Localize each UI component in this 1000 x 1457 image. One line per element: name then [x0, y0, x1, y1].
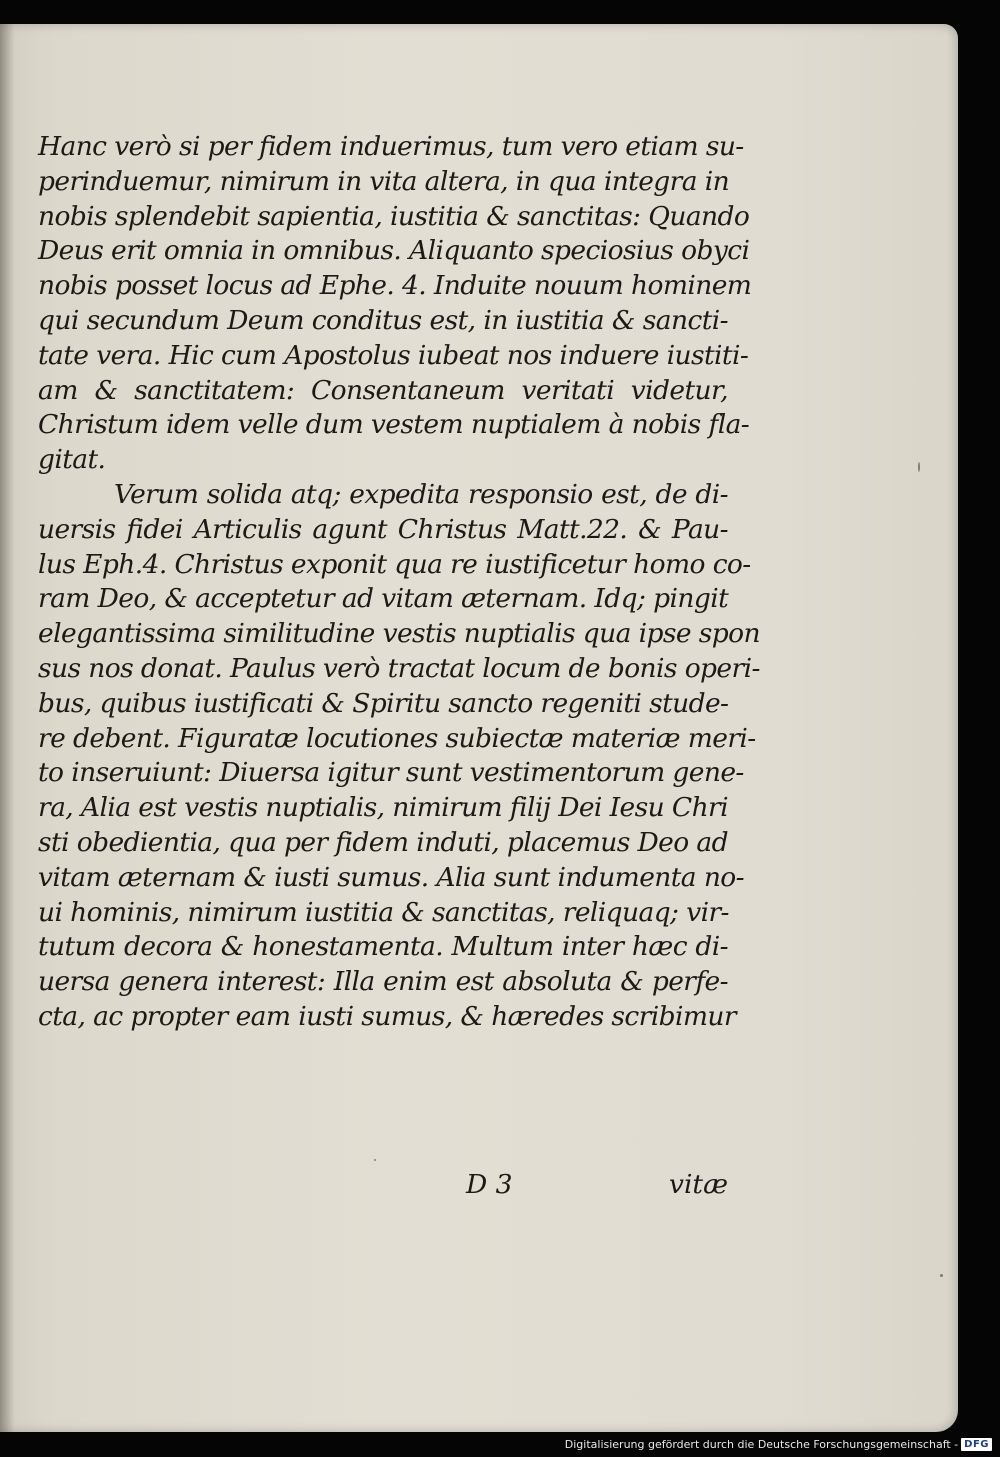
text-line: tate vera. Hic cum Apostolus iubeat nos induere iustiti- [38, 339, 749, 371]
text-line: nobis posset locus ad Ephe. 4. Induite nouum hominem [38, 270, 752, 302]
credit-text: Digitalisierung gefördert durch die Deutsche Forschungsgemeinschaft - [564, 1438, 959, 1451]
text-line: sti obedientia, qua per fidem induti, placemus Deo ad [38, 826, 728, 858]
text-line: to inseruiunt: Diuersa igitur sunt vestimentorum gene- [38, 757, 744, 789]
digitization-credit [565, 1438, 992, 1451]
text-line: Christum idem velle dum vestem nuptialem à nobis fla- [38, 409, 750, 441]
text-line: ra, Alia est vestis nuptialis, nimirum filij Dei Iesu Chri [38, 792, 728, 824]
text-line: bus, quibus iustificati & Spiritu sancto regeniti stude- [38, 687, 729, 719]
text-line: tutum decora & honestamenta. Multum inter hæc di- [38, 931, 728, 963]
text-line: lus Eph.4. Christus exponit qua re iustificetur homo co- [38, 548, 751, 580]
text-line: uersis fidei Articulis agunt Christus Matt.22. & Pau- [38, 513, 728, 545]
catchword: vitæ [668, 1169, 728, 1200]
text-line: vitam æternam & iusti sumus. Alia sunt indumenta no- [38, 861, 744, 893]
text-line: uersa genera interest: Illa enim est absoluta & perfe- [38, 966, 728, 998]
text-line: qui secundum Deum conditus est, in iustitia & sancti- [38, 304, 728, 336]
text-line: re debent. Figuratæ locutiones subiectæ materiæ meri- [38, 722, 756, 754]
text-line: Deus erit omnia in omnibus. Aliquanto speciosius obyci [38, 235, 750, 267]
text-line: perinduemur, nimirum in vita altera, in qua integra in [38, 165, 730, 197]
text-line: Hanc verò si per fidem induerimus, tum vero etiam su- [38, 131, 744, 162]
text-line: ui hominis, nimirum iustitia & sanctitas, reliquaq; vir- [38, 896, 729, 928]
text-line: sus nos donat. Paulus verò tractat locum de bonis operi- [38, 652, 760, 684]
text-line: elegantissima similitudine vestis nuptialis qua ipse spon [38, 618, 760, 650]
text-line: nobis splendebit sapientia, iustitia & sanctitas: Quando [38, 200, 750, 232]
page-footer [38, 1169, 728, 1209]
text-line: cta, ac propter eam iusti sumus, & hæredes scribimur [38, 1000, 736, 1032]
paper-speck [940, 1274, 943, 1277]
book-page [0, 24, 958, 1432]
page-body-text [38, 130, 760, 1035]
text-line: gitat. [38, 444, 106, 476]
paper-speck [918, 462, 920, 472]
text-line: am & sanctitatem: Consentaneum veritati videtur, [38, 374, 728, 406]
paragraph-start-line: Verum solida atq; expedita responsio est, de di- [114, 478, 728, 510]
text-line: ram Deo, & acceptetur ad vitam æternam. Idq; pingit [38, 583, 729, 615]
signature-mark: D 3 [466, 1169, 513, 1200]
paper-speck [374, 1159, 376, 1161]
dfg-logo-icon: DFG [961, 1438, 992, 1451]
